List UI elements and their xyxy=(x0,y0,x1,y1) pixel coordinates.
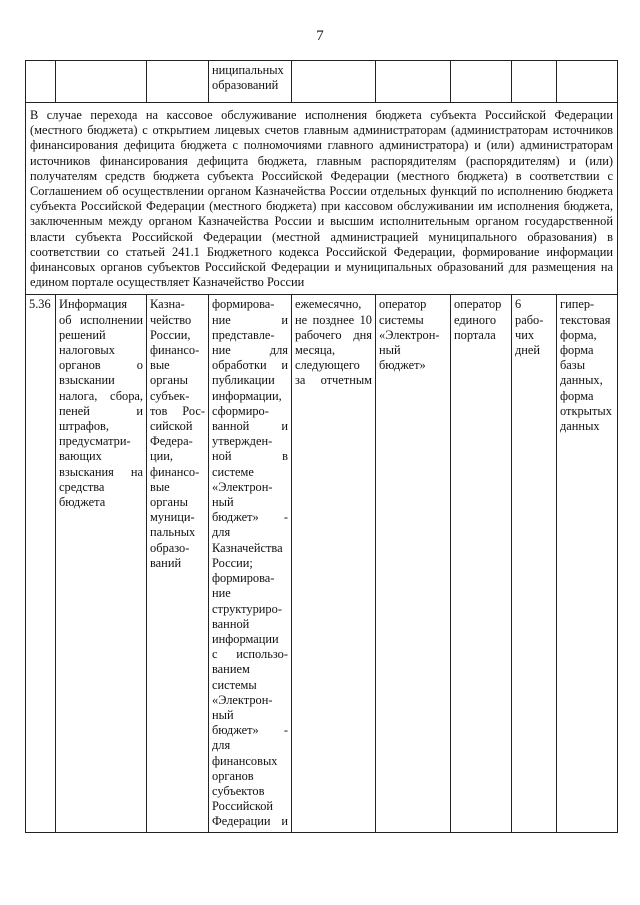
cell-line: «Электрон- xyxy=(379,327,440,342)
cell-line: «Электрон- xyxy=(212,692,273,707)
cell-line: Федера- xyxy=(150,434,193,449)
cell-line: следующего xyxy=(295,358,360,373)
cell-empty xyxy=(26,61,56,103)
cell-line: «Электрон- xyxy=(212,479,273,494)
cell-line: бюджет» - xyxy=(212,723,288,738)
cell-line: текстовая xyxy=(560,312,611,327)
cell-line: представле- xyxy=(212,327,275,342)
cell-empty xyxy=(451,61,512,103)
cell-line: дней xyxy=(515,343,541,358)
cell-empty xyxy=(56,61,147,103)
cell-empty xyxy=(376,61,451,103)
cell-line: оператор xyxy=(454,297,502,312)
cell-line: бюджета xyxy=(59,495,106,510)
cell-line: утвержден- xyxy=(212,434,273,449)
cell-line: взыскании xyxy=(59,373,115,388)
cell-line: субъектов xyxy=(212,783,265,798)
cell-line: Российской xyxy=(212,799,274,814)
cell-line: ванной xyxy=(212,616,250,631)
cell-line: формирова- xyxy=(212,297,275,312)
cell-line: с использо- xyxy=(212,647,288,662)
cell-line: портала xyxy=(454,327,496,342)
cell-line: Казна- xyxy=(150,297,185,312)
cell-line: налоговых xyxy=(59,343,115,358)
cell-line: бюджет» - xyxy=(212,510,288,525)
page-number: 7 xyxy=(316,28,324,44)
cell-line: ванной и xyxy=(212,419,288,434)
cell-line: для xyxy=(212,738,231,753)
cell-line: оператор xyxy=(379,297,427,312)
cell-line: гипер- xyxy=(560,297,595,312)
cell-line: вые xyxy=(150,358,170,373)
notice-row xyxy=(26,103,618,295)
cell-line: штрафов, xyxy=(59,419,109,434)
cell-line: открытых xyxy=(560,403,612,418)
cell-line: системе xyxy=(212,464,254,479)
cell-line: ваний xyxy=(150,555,182,570)
cell-line: форма xyxy=(560,343,594,358)
cell-line: месяца, xyxy=(295,343,336,358)
cell-line: формирова- xyxy=(212,571,275,586)
cell-line: предусматри- xyxy=(59,434,131,449)
cell-line: для xyxy=(212,525,231,540)
format-cell xyxy=(557,295,618,832)
cell-line: средства xyxy=(59,479,105,494)
cell-line: форма xyxy=(560,388,594,403)
cell-line: ние и xyxy=(212,312,288,327)
cell-empty xyxy=(292,61,376,103)
cell-line: ванием xyxy=(212,662,250,677)
cell-line: ние для xyxy=(212,343,288,358)
deadline-cell xyxy=(292,295,376,832)
cell-line: муници- xyxy=(150,510,195,525)
cell-line: рабо- xyxy=(515,312,544,327)
cell-line: данных xyxy=(560,419,600,434)
cell-line: пеней и xyxy=(59,403,143,418)
row-number: 5.36 xyxy=(26,295,56,832)
cell-line: ние xyxy=(212,586,231,601)
cell-line: публикации xyxy=(212,373,275,388)
cell-line: чих xyxy=(515,327,535,342)
cell-line: финансо- xyxy=(150,464,200,479)
cell-empty xyxy=(147,61,209,103)
cell-line: базы xyxy=(560,358,586,373)
procedure-cell xyxy=(209,295,292,832)
cell-line: пальных xyxy=(150,525,196,540)
cell-line: информации, xyxy=(212,388,282,403)
cell-empty xyxy=(512,61,557,103)
cell-line: системы xyxy=(212,677,257,692)
cell-line: 6 xyxy=(515,297,522,312)
cell-line: системы xyxy=(379,312,424,327)
days-cell xyxy=(512,295,557,832)
cell-line: России, xyxy=(150,327,191,342)
cell-line: вые xyxy=(150,479,170,494)
info-source-cell xyxy=(147,295,209,832)
cell-line: не позднее 10 xyxy=(295,312,372,327)
cell-line: чейство xyxy=(150,312,192,327)
cell-line: сийской xyxy=(150,419,193,434)
cell-line: структуриро- xyxy=(212,601,282,616)
cell-line: ный xyxy=(212,495,234,510)
cell-line: органов о xyxy=(59,358,143,373)
continuation-text: ниципальных образований xyxy=(209,61,292,103)
cell-line: финансовых xyxy=(212,753,278,768)
cell-line: форма, xyxy=(560,327,597,342)
cell-line: информации xyxy=(212,631,279,646)
cell-line: налога, сбора, xyxy=(59,388,143,403)
cell-line: ежемесячно, xyxy=(295,297,362,312)
cell-line: вающих xyxy=(59,449,102,464)
cell-line: ный xyxy=(212,707,234,722)
cell-line: ный xyxy=(379,343,401,358)
cell-line: ной в xyxy=(212,449,288,464)
system-cell xyxy=(376,295,451,832)
cell-line: об исполнении xyxy=(59,312,143,327)
cell-line: органы xyxy=(150,495,188,510)
cell-line: взыскания на xyxy=(59,464,143,479)
cell-line: образо- xyxy=(150,540,190,555)
continuation-row xyxy=(26,61,618,103)
cell-empty xyxy=(557,61,618,103)
cell-line: ции, xyxy=(150,449,173,464)
cell-line: бюджет» xyxy=(379,358,426,373)
cell-line: сформиро- xyxy=(212,403,269,418)
cell-line: Казначейства xyxy=(212,540,283,555)
cell-line: рабочего дня xyxy=(295,327,372,342)
cell-line: обработки и xyxy=(212,358,288,373)
cell-line: России; xyxy=(212,555,253,570)
info-name-cell xyxy=(56,295,147,832)
cell-line: органы xyxy=(150,373,188,388)
cell-line: финансо- xyxy=(150,343,200,358)
cell-line: субъек- xyxy=(150,388,190,403)
cell-line: тов Рос- xyxy=(150,403,205,418)
cell-line: за отчетным xyxy=(295,373,372,388)
cell-line: Информация xyxy=(59,297,128,312)
cell-line: решений xyxy=(59,327,106,342)
cell-line: единого xyxy=(454,312,497,327)
table-row xyxy=(26,295,618,832)
notice-text: В случае перехода на кассовое обслуживание исполнения бюджета субъекта Российской Федерации (местного бюджета) с открытием лицевых счетов главным администраторам (администраторам источников финансирования дефицита бюджета с полномочиями главного администратора) и (или) администраторам источников финансирования дефицита бюджета, главным распорядителям (распорядителям) и (или) получателям средств бюджета субъекта Российской Федерации (местного бюджета) в соответствии с Соглашением об осуществлении органом Казначейства России отдельных функций по исполнению бюджета субъекта Российской Федерации (местного бюджета) при кассовом обслуживании им исполнения бюджета, заключенным между органом Казначейства России и высшим исполнительным органом государственной власти субъекта Российской Федерации (местной администрацией муниципального образования) в соответствии со статьей 241.1 Бюджетного кодекса Российской Федерации, формирование информации финансовых органов субъектов Российской Федерации и муниципальных образований для размещения на едином портале осуществляет Казначейство России xyxy=(26,103,618,295)
cell-line: данных, xyxy=(560,373,603,388)
cell-line: Федерации и xyxy=(212,814,288,829)
operator-cell xyxy=(451,295,512,832)
regulation-table xyxy=(25,60,618,833)
cell-line: органов xyxy=(212,768,254,783)
